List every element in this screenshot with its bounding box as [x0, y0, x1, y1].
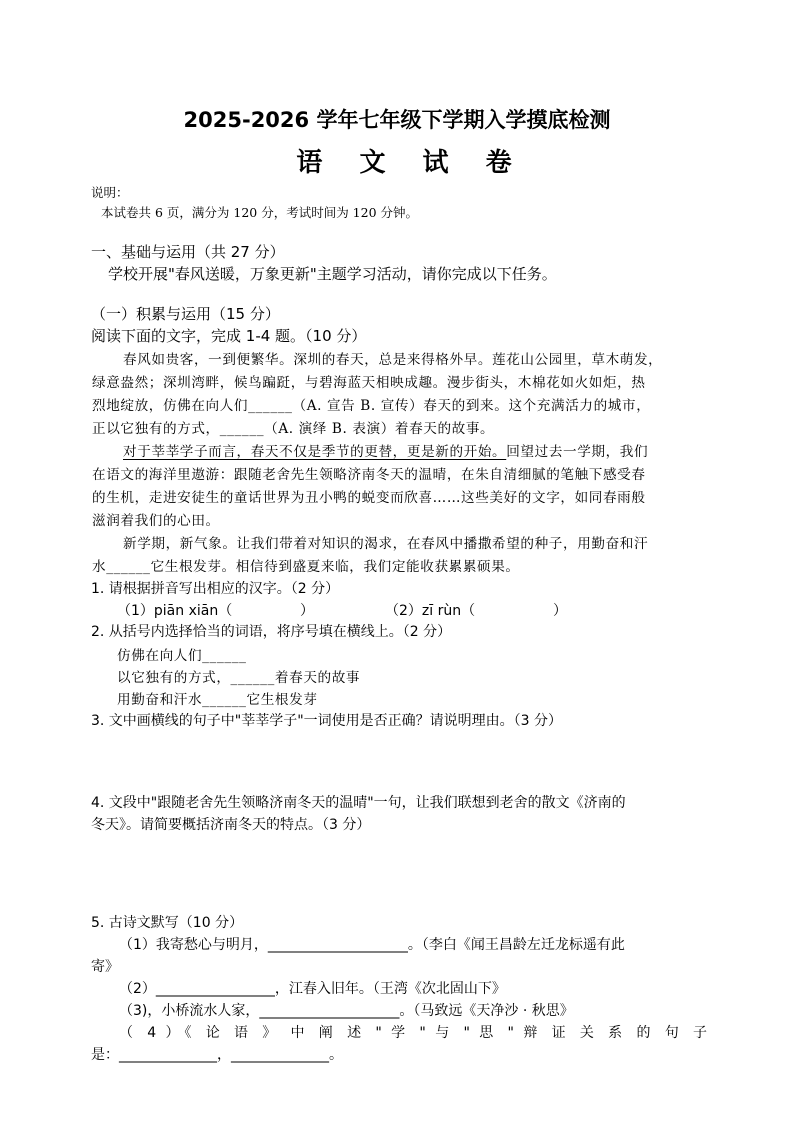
passage-line: 烈地绽放，仿佛在向人们______（A. 宣告 B. 宣传）春天的到来。这个充满活力的城市， — [92, 398, 651, 414]
section-intro: 学校开展"春风送暖，万象更新"主题学习活动，请你完成以下任务。 — [108, 265, 557, 283]
answer-blank-close: ） — [553, 603, 567, 619]
passage-line: 正以它独有的方式，______（A. 演绎 B. 表演）着春天的故事。 — [92, 421, 495, 437]
question-4-stem-cont: 冬天》。请简要概括济南冬天的特点。（3 分） — [91, 817, 371, 833]
part-instruction: 阅读下面的文字，完成 1-4 题。（10 分） — [91, 327, 367, 345]
question-5-item-2: （2）_________________，江春入旧年。（王湾《次北固山下》 — [119, 981, 506, 997]
question-3-stem: 3. 文中画横线的句子中"莘莘学子"一词使用是否正确？请说明理由。（3 分） — [91, 713, 563, 729]
question-2-line: 仿佛在向人们______ — [117, 648, 247, 664]
answer-blank-close: ） — [300, 603, 314, 619]
question-2-line: 用勤奋和汗水______它生根发芽 — [117, 692, 318, 708]
question-5-stem: 5. 古诗文默写（10 分） — [91, 915, 244, 931]
question-2-stem: 2. 从括号内选择恰当的词语，将序号填在横线上。（2 分） — [91, 624, 452, 640]
passage-line: 滋润着我们的心田。 — [92, 513, 220, 529]
passage-line: 绿意盎然；深圳湾畔，候鸟蹁跹，与碧海蓝天相映成趣。漫步街头，木棉花如火如炬，热 — [92, 375, 646, 391]
question-1-item-2: （2）zī rùn（ — [385, 603, 476, 619]
question-1-stem: 1. 请根据拼音写出相应的汉字。（2 分） — [91, 581, 340, 597]
question-4-stem: 4. 文段中"跟随老舍先生领略济南冬天的温晴"一句，让我们联想到老舍的散文《济南的 — [91, 795, 626, 811]
instructions-text: 本试卷共 6 页，满分为 120 分，考试时间为 120 分钟。 — [101, 205, 419, 220]
passage-line: 的生机，走进安徒生的童话世界为丑小鸭的蜕变而欣喜……这些美好的文字，如同春雨般 — [92, 490, 646, 506]
exam-title: 2025-2026 学年七年级下学期入学摸底检测 — [183, 108, 611, 132]
question-5-item-1-cont: 寄》 — [91, 959, 119, 975]
part-heading: （一）积累与运用（15 分） — [91, 305, 280, 323]
passage-text: 回望过去一学期，我们 — [506, 444, 649, 460]
passage-line: 水______它生根发芽。相信待到盛夏来临，我们定能收获累累硕果。 — [92, 559, 520, 575]
passage-line — [123, 440, 648, 460]
question-5-item-4-cont: 是：______________，______________。 — [91, 1047, 343, 1063]
passage-line: 春风如贵客，一到便繁华。深圳的春天，总是来得格外早。莲花山公园里，草木萌发， — [123, 352, 663, 368]
question-5-item-1: （1）我寄愁心与明月，____________________。（李白《闻王昌龄左迁龙标遥有此 — [119, 937, 625, 953]
passage-line: 新学期，新气象。让我们带着对知识的渴求，在春风中播撒希望的种子，用勤奋和汗 — [123, 536, 649, 552]
section-heading: 一、基础与运用（共 27 分） — [91, 243, 285, 261]
passage-line: 在语文的海洋里遨游：跟随老舍先生领略济南冬天的温晴，在朱自清细腻的笔触下感受春 — [92, 467, 646, 483]
question-1-item-1: （1）piān xiān（ — [117, 603, 233, 619]
subject-title: 语 文 试 卷 — [296, 148, 526, 178]
question-2-line: 以它独有的方式，______着春天的故事 — [117, 670, 361, 686]
question-5-item-3: （3)，小桥流水人家，____________________。（马致远《天净沙 · 秋思》 — [119, 1003, 574, 1019]
instructions-label: 说明： — [91, 185, 129, 200]
question-5-item-4: （ 4 ）《 论 语 》 中 阐 述 " 学 " 与 " 思 " 辩 证 关 系 的 句 子 — [119, 1025, 707, 1041]
underlined-sentence: 对于莘莘学子而言，春天不仅是季节的更替，更是新的开始。 — [123, 444, 507, 460]
